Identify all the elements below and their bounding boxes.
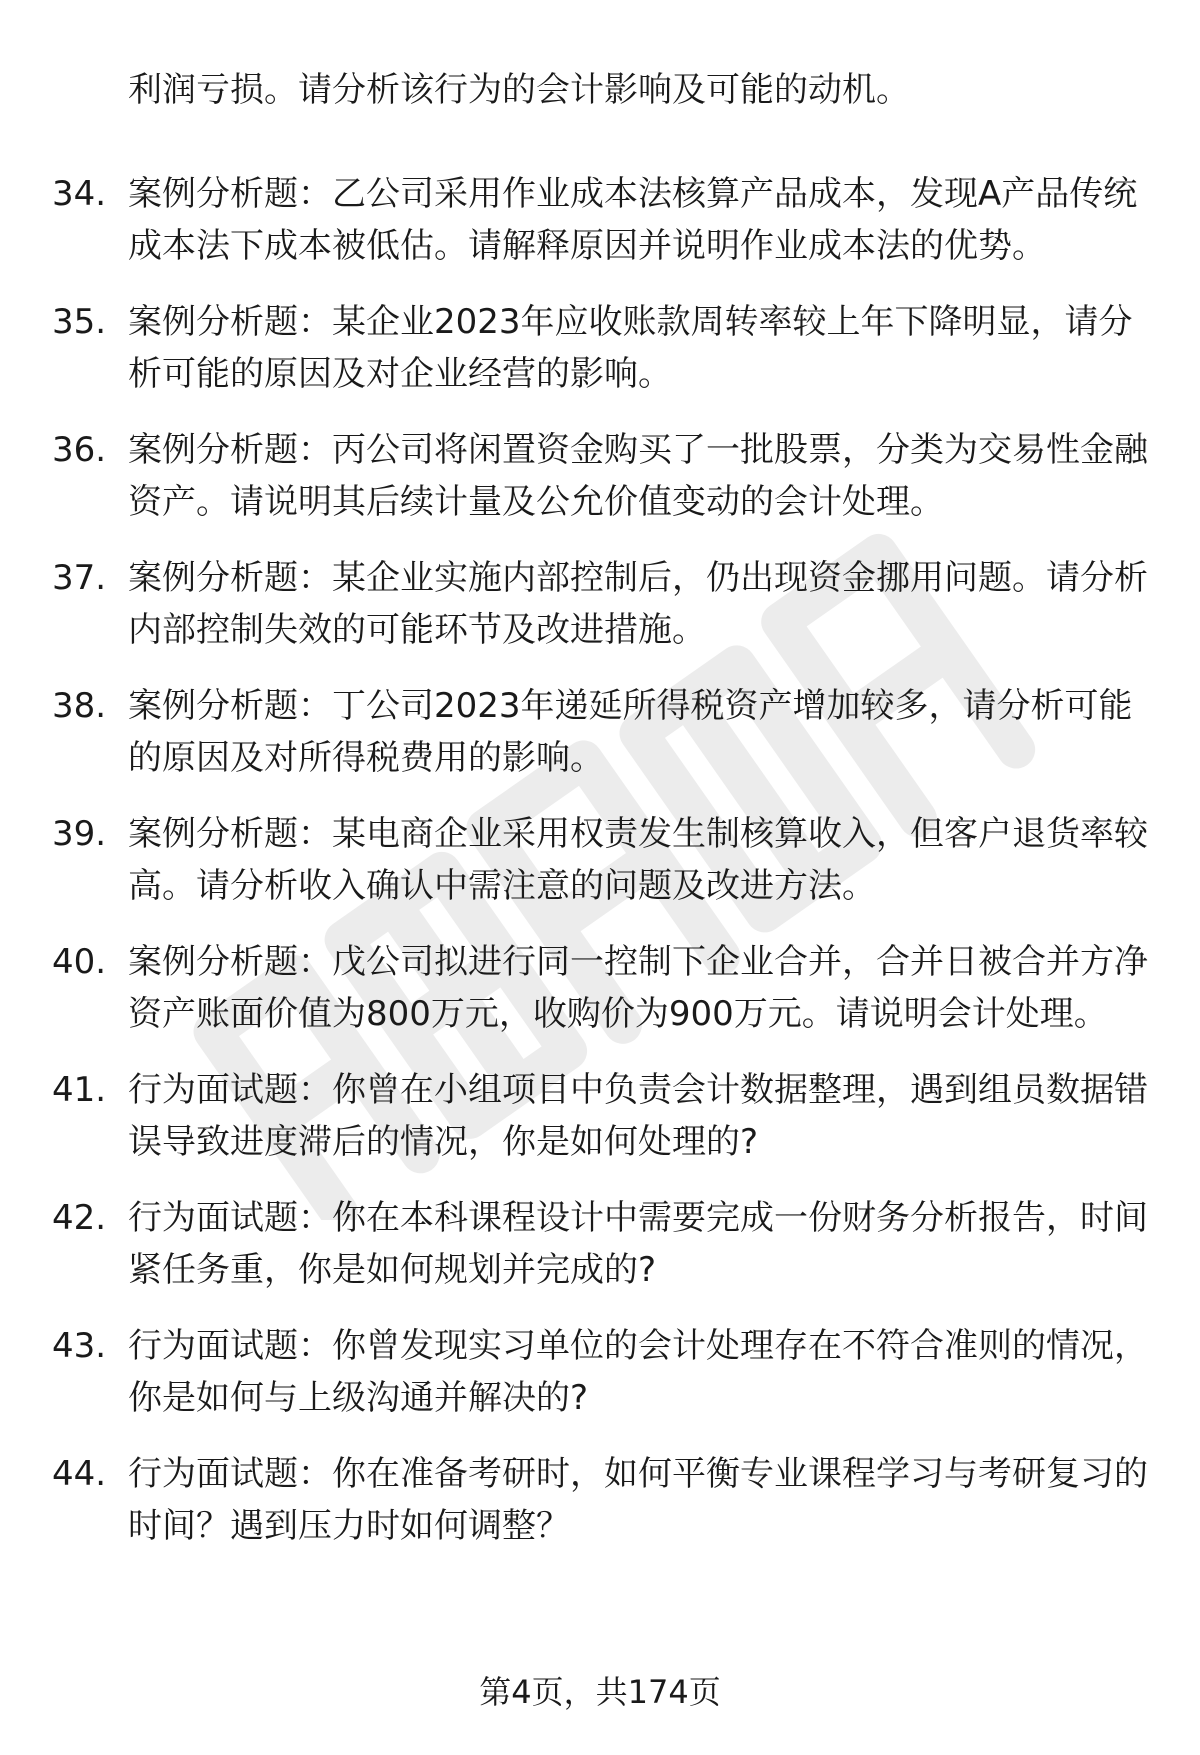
question-item: [0, 1320, 1200, 1424]
question-number: 39.: [52, 814, 107, 854]
question-text: 行为面试题：你在准备考研时，如何平衡专业课程学习与考研复习的时间？遇到压力时如何调整？: [128, 1454, 1148, 1546]
question-list: [0, 62, 1200, 1552]
question-item: [0, 680, 1200, 784]
question-item: [0, 552, 1200, 656]
question-number: 35.: [52, 302, 107, 342]
question-item: [0, 1448, 1200, 1552]
question-text: 案例分析题：某企业2023年应收账款周转率较上年下降明显，请分析可能的原因及对企业经营的影响。: [128, 302, 1133, 394]
question-number: 38.: [52, 686, 107, 726]
lead-text: 利润亏损。请分析该行为的会计影响及可能的动机。: [128, 70, 910, 110]
question-text: 案例分析题：某企业实施内部控制后，仍出现资金挪用问题。请分析内部控制失效的可能环节及改进措施。: [128, 558, 1148, 650]
question-item: [0, 936, 1200, 1040]
question-text: 案例分析题：丙公司将闲置资金购买了一批股票，分类为交易性金融资产。请说明其后续计量及公允价值变动的会计处理。: [128, 430, 1148, 522]
question-item: [0, 1192, 1200, 1296]
question-text: 案例分析题：某电商企业采用权责发生制核算收入，但客户退货率较高。请分析收入确认中需注意的问题及改进方法。: [128, 814, 1148, 906]
question-item: [0, 296, 1200, 400]
question-item: [0, 1064, 1200, 1168]
question-number: 40.: [52, 942, 107, 982]
question-number: 36.: [52, 430, 107, 470]
question-text: 行为面试题：你曾在小组项目中负责会计数据整理，遇到组员数据错误导致进度滞后的情况，你是如何处理的?: [128, 1070, 1148, 1162]
question-number: 37.: [52, 558, 107, 598]
question-item: [0, 424, 1200, 528]
question-number: 42.: [52, 1198, 107, 1238]
page-footer: 第4页，共174页: [479, 1673, 721, 1711]
question-text: 行为面试题：你在本科课程设计中需要完成一份财务分析报告，时间紧任务重，你是如何规划并完成的?: [128, 1198, 1148, 1290]
question-item: [0, 168, 1200, 272]
question-number: 43.: [52, 1326, 107, 1366]
question-text: 案例分析题：丁公司2023年递延所得税资产增加较多，请分析可能的原因及对所得税费用的影响。: [128, 686, 1133, 778]
question-text: 案例分析题：乙公司采用作业成本法核算产品成本，发现A产品传统成本法下成本被低估。请解释原因并说明作业成本法的优势。: [128, 174, 1138, 266]
question-text: 案例分析题：戊公司拟进行同一控制下企业合并，合并日被合并方净资产账面价值为800万元，收购价为900万元。请说明会计处理。: [128, 942, 1148, 1034]
question-number: 41.: [52, 1070, 107, 1110]
question-number: 44.: [52, 1454, 107, 1494]
question-number: 34.: [52, 174, 107, 214]
question-item: [0, 808, 1200, 912]
question-text: 行为面试题：你曾发现实习单位的会计处理存在不符合准则的情况，你是如何与上级沟通并解决的?: [128, 1326, 1148, 1418]
